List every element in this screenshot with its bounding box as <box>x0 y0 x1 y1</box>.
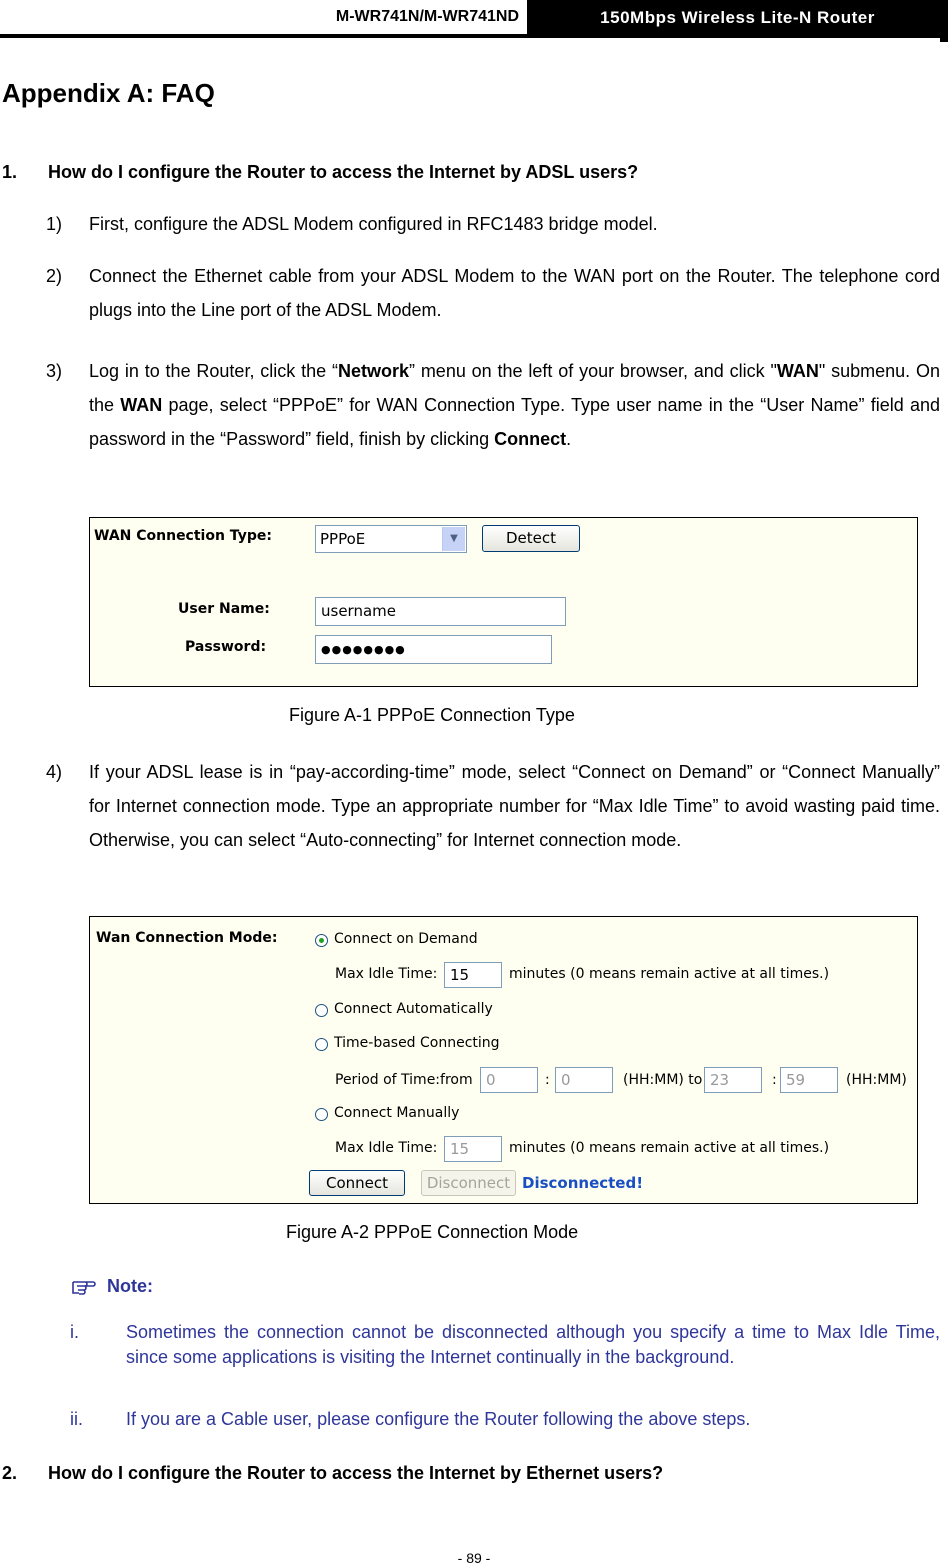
figure-pppoe-connection-mode <box>89 916 918 1204</box>
radio-connect-automatically[interactable] <box>315 1004 328 1017</box>
max-idle-label: Max Idle Time: <box>335 1140 438 1156</box>
time-colon: : <box>545 1072 550 1088</box>
password-input[interactable]: ●●●●●●●● <box>315 635 552 664</box>
question-text: How do I configure the Router to access the Internet by ADSL users? <box>48 162 639 182</box>
figure-caption: Figure A-2 PPPoE Connection Mode <box>286 1222 579 1242</box>
max-idle-label: Max Idle Time: <box>335 966 438 982</box>
question-number: 2. <box>2 1463 18 1483</box>
step-number: 4) <box>46 762 63 782</box>
header-model: M-WR741N/M-WR741ND <box>0 0 527 38</box>
step-3 <box>46 354 940 456</box>
max-idle-input-manual[interactable]: 15 <box>444 1136 502 1162</box>
note-item-1 <box>70 1320 940 1370</box>
step-number: 3) <box>46 361 63 381</box>
note-number: i. <box>70 1322 79 1342</box>
page-number: - 89 - <box>457 1550 491 1566</box>
wan-mode-label: Wan Connection Mode: <box>96 930 278 946</box>
step-text: First, configure the ADSL Modem configured in RFC1483 bridge model. <box>89 214 658 234</box>
wan-type-label: WAN Connection Type: <box>94 528 272 544</box>
question-text: How do I configure the Router to access the Internet by Ethernet users? <box>48 1463 664 1483</box>
step-text: If your ADSL lease is in “pay-according-time” mode, select “Connect on Demand” or “Connect Manually” for Internet connection mode. Type an appropriate number for “Max Idle Time” to avoid wasting paid time. Otherwise, you can select “Auto-connecting” for Internet connection mode. <box>89 762 940 850</box>
user-name-label: User Name: <box>178 601 270 617</box>
connect-manually-label: Connect Manually <box>334 1105 460 1121</box>
hhmm-to-label: (HH:MM) to <box>623 1072 703 1088</box>
from-minute-input[interactable]: 0 <box>555 1067 613 1093</box>
max-idle-input-demand[interactable]: 15 <box>444 962 502 988</box>
time-colon: : <box>772 1072 777 1088</box>
period-label: Period of Time:from <box>335 1072 473 1088</box>
radio-connect-manually[interactable] <box>315 1108 328 1121</box>
step-text: Log in to the Router, click the “Network” menu on the left of your browser, and click "WAN" submenu. On the WAN page, select “PPPoE” for WAN Connection Type. Type user name in the “User Name” field and password in the “Password” field, finish by clicking Connect. <box>89 361 941 449</box>
hhmm-label: (HH:MM) <box>846 1072 907 1088</box>
chevron-down-icon[interactable]: ▼ <box>442 527 465 551</box>
step-1 <box>46 207 940 241</box>
user-name-input[interactable]: username <box>315 597 566 626</box>
note-text: Sometimes the connection cannot be disconnected although you specify a time to Max Idle Time, since some applications is visiting the Internet continually in the background. <box>126 1322 940 1367</box>
figure-caption: Figure A-1 PPPoE Connection Type <box>289 705 575 725</box>
password-label: Password: <box>185 639 267 655</box>
radio-time-based[interactable] <box>315 1038 328 1051</box>
note-item-2 <box>70 1407 940 1432</box>
time-based-label: Time-based Connecting <box>334 1035 500 1051</box>
minutes-note: minutes (0 means remain active at all times.) <box>509 966 830 982</box>
disconnect-button[interactable]: Disconnect <box>421 1170 516 1196</box>
to-minute-input[interactable]: 59 <box>780 1067 838 1093</box>
step-4 <box>46 755 940 857</box>
minutes-note: minutes (0 means remain active at all times.) <box>509 1140 830 1156</box>
pointing-hand-icon <box>72 1275 96 1295</box>
note-text: If you are a Cable user, please configure the Router following the above steps. <box>126 1409 751 1429</box>
step-text: Connect the Ethernet cable from your ADSL Modem to the WAN port on the Router. The telephone cord plugs into the Line port of the ADSL Modem. <box>89 266 940 320</box>
header-product: 150Mbps Wireless Lite-N Router <box>527 0 948 38</box>
radio-connect-on-demand[interactable] <box>315 934 328 947</box>
detect-button[interactable]: Detect <box>482 525 580 552</box>
connect-automatically-label: Connect Automatically <box>334 1001 493 1017</box>
connect-button[interactable]: Connect <box>309 1170 405 1196</box>
from-hour-input[interactable]: 0 <box>480 1067 538 1093</box>
question-number: 1. <box>2 162 18 182</box>
step-number: 2) <box>46 266 63 286</box>
to-hour-input[interactable]: 23 <box>704 1067 762 1093</box>
connect-on-demand-label: Connect on Demand <box>334 931 478 947</box>
connection-status: Disconnected! <box>522 1174 644 1192</box>
note-heading <box>72 1275 153 1297</box>
page-title: Appendix A: FAQ <box>2 78 215 108</box>
note-number: ii. <box>70 1409 83 1429</box>
step-2 <box>46 259 940 327</box>
wan-type-value: PPPoE <box>320 530 366 548</box>
step-number: 1) <box>46 214 63 234</box>
note-label: Note: <box>107 1276 154 1296</box>
figure-pppoe-connection-type <box>89 517 918 687</box>
header-rule <box>940 0 948 42</box>
wan-type-select[interactable] <box>315 525 467 553</box>
